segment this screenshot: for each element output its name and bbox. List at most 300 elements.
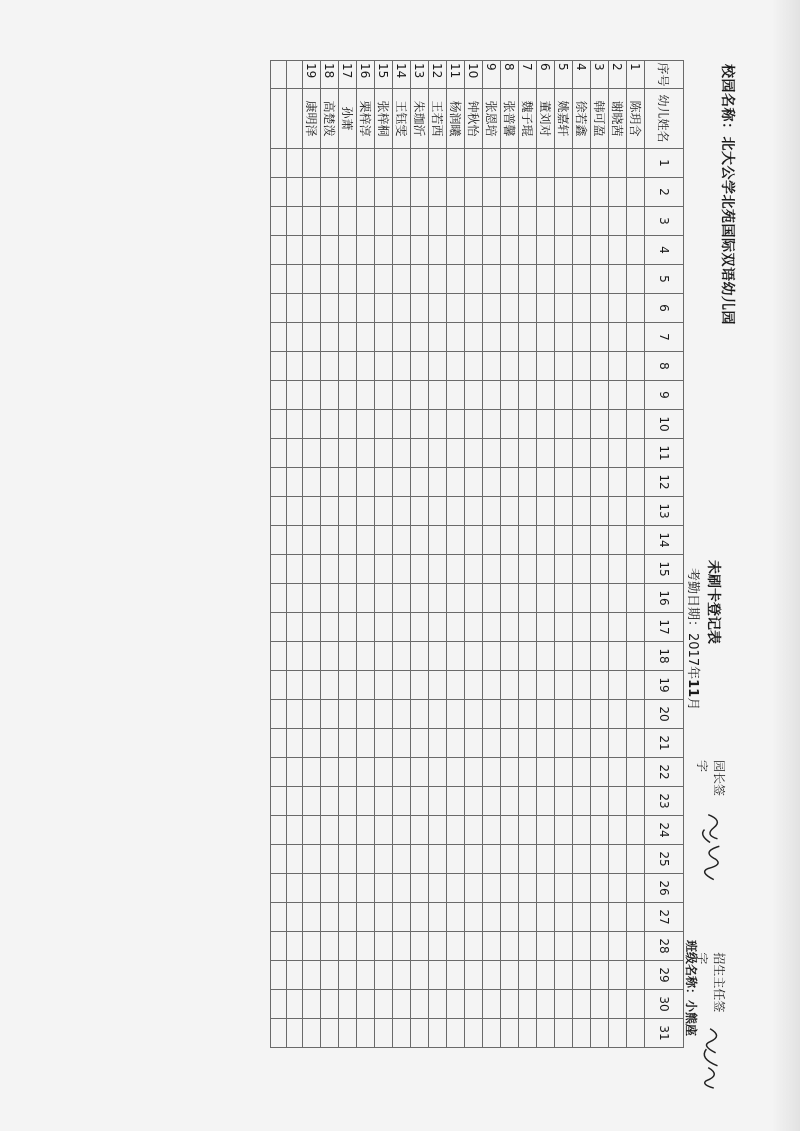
attendance-cell[interactable]	[357, 845, 375, 874]
attendance-cell[interactable]	[537, 613, 555, 642]
attendance-cell[interactable]	[447, 526, 465, 555]
attendance-cell[interactable]	[287, 149, 303, 178]
attendance-cell[interactable]	[555, 178, 573, 207]
attendance-cell[interactable]	[411, 758, 429, 787]
attendance-cell[interactable]	[465, 178, 483, 207]
attendance-cell[interactable]	[287, 439, 303, 468]
attendance-cell[interactable]	[271, 613, 287, 642]
attendance-cell[interactable]	[411, 236, 429, 265]
attendance-cell[interactable]	[303, 410, 321, 439]
attendance-cell[interactable]	[555, 439, 573, 468]
attendance-cell[interactable]	[501, 845, 519, 874]
attendance-cell[interactable]	[519, 787, 537, 816]
attendance-cell[interactable]	[483, 903, 501, 932]
attendance-cell[interactable]	[519, 700, 537, 729]
attendance-cell[interactable]	[555, 874, 573, 903]
attendance-cell[interactable]	[519, 932, 537, 961]
attendance-cell[interactable]	[573, 729, 591, 758]
attendance-cell[interactable]	[303, 439, 321, 468]
attendance-cell[interactable]	[287, 729, 303, 758]
attendance-cell[interactable]	[287, 932, 303, 961]
attendance-cell[interactable]	[537, 265, 555, 294]
attendance-cell[interactable]	[429, 932, 447, 961]
attendance-cell[interactable]	[447, 671, 465, 700]
attendance-cell[interactable]	[501, 787, 519, 816]
attendance-cell[interactable]	[357, 671, 375, 700]
attendance-cell[interactable]	[519, 903, 537, 932]
attendance-cell[interactable]	[429, 294, 447, 323]
attendance-cell[interactable]	[555, 294, 573, 323]
attendance-cell[interactable]	[483, 1019, 501, 1048]
attendance-cell[interactable]	[321, 352, 339, 381]
attendance-cell[interactable]	[537, 584, 555, 613]
attendance-cell[interactable]	[591, 903, 609, 932]
attendance-cell[interactable]	[609, 903, 627, 932]
attendance-cell[interactable]	[321, 555, 339, 584]
attendance-cell[interactable]	[537, 352, 555, 381]
attendance-cell[interactable]	[357, 207, 375, 236]
attendance-cell[interactable]	[627, 874, 645, 903]
attendance-cell[interactable]	[465, 294, 483, 323]
attendance-cell[interactable]	[465, 555, 483, 584]
attendance-cell[interactable]	[555, 381, 573, 410]
attendance-cell[interactable]	[357, 787, 375, 816]
attendance-cell[interactable]	[609, 468, 627, 497]
attendance-cell[interactable]	[483, 671, 501, 700]
attendance-cell[interactable]	[537, 439, 555, 468]
attendance-cell[interactable]	[429, 149, 447, 178]
attendance-cell[interactable]	[303, 874, 321, 903]
attendance-cell[interactable]	[609, 526, 627, 555]
attendance-cell[interactable]	[573, 526, 591, 555]
attendance-cell[interactable]	[609, 816, 627, 845]
attendance-cell[interactable]	[303, 381, 321, 410]
attendance-cell[interactable]	[321, 990, 339, 1019]
attendance-cell[interactable]	[627, 323, 645, 352]
attendance-cell[interactable]	[573, 178, 591, 207]
attendance-cell[interactable]	[375, 236, 393, 265]
attendance-cell[interactable]	[501, 352, 519, 381]
attendance-cell[interactable]	[339, 352, 357, 381]
attendance-cell[interactable]	[447, 729, 465, 758]
attendance-cell[interactable]	[321, 874, 339, 903]
attendance-cell[interactable]	[519, 845, 537, 874]
attendance-cell[interactable]	[555, 468, 573, 497]
attendance-cell[interactable]	[591, 990, 609, 1019]
attendance-cell[interactable]	[537, 207, 555, 236]
attendance-cell[interactable]	[537, 990, 555, 1019]
attendance-cell[interactable]	[627, 497, 645, 526]
attendance-cell[interactable]	[271, 468, 287, 497]
attendance-cell[interactable]	[303, 990, 321, 1019]
attendance-cell[interactable]	[375, 903, 393, 932]
attendance-cell[interactable]	[627, 294, 645, 323]
attendance-cell[interactable]	[609, 381, 627, 410]
attendance-cell[interactable]	[501, 323, 519, 352]
attendance-cell[interactable]	[411, 642, 429, 671]
attendance-cell[interactable]	[465, 584, 483, 613]
attendance-cell[interactable]	[429, 816, 447, 845]
attendance-cell[interactable]	[573, 990, 591, 1019]
attendance-cell[interactable]	[339, 874, 357, 903]
attendance-cell[interactable]	[519, 352, 537, 381]
attendance-cell[interactable]	[393, 961, 411, 990]
attendance-cell[interactable]	[519, 874, 537, 903]
attendance-cell[interactable]	[501, 381, 519, 410]
attendance-cell[interactable]	[303, 758, 321, 787]
attendance-cell[interactable]	[501, 149, 519, 178]
attendance-cell[interactable]	[627, 439, 645, 468]
attendance-cell[interactable]	[357, 178, 375, 207]
attendance-cell[interactable]	[465, 352, 483, 381]
attendance-cell[interactable]	[483, 236, 501, 265]
attendance-cell[interactable]	[465, 758, 483, 787]
attendance-cell[interactable]	[537, 961, 555, 990]
attendance-cell[interactable]	[609, 410, 627, 439]
attendance-cell[interactable]	[287, 410, 303, 439]
attendance-cell[interactable]	[519, 236, 537, 265]
attendance-cell[interactable]	[357, 903, 375, 932]
attendance-cell[interactable]	[303, 700, 321, 729]
attendance-cell[interactable]	[321, 294, 339, 323]
attendance-cell[interactable]	[609, 149, 627, 178]
attendance-cell[interactable]	[627, 207, 645, 236]
attendance-cell[interactable]	[609, 323, 627, 352]
attendance-cell[interactable]	[321, 845, 339, 874]
attendance-cell[interactable]	[357, 149, 375, 178]
attendance-cell[interactable]	[287, 265, 303, 294]
attendance-cell[interactable]	[537, 758, 555, 787]
attendance-cell[interactable]	[591, 439, 609, 468]
attendance-cell[interactable]	[393, 381, 411, 410]
attendance-cell[interactable]	[287, 236, 303, 265]
attendance-cell[interactable]	[287, 323, 303, 352]
attendance-cell[interactable]	[483, 932, 501, 961]
attendance-cell[interactable]	[303, 294, 321, 323]
attendance-cell[interactable]	[393, 700, 411, 729]
attendance-cell[interactable]	[375, 642, 393, 671]
attendance-cell[interactable]	[537, 671, 555, 700]
attendance-cell[interactable]	[287, 526, 303, 555]
attendance-cell[interactable]	[519, 381, 537, 410]
attendance-cell[interactable]	[321, 323, 339, 352]
attendance-cell[interactable]	[411, 903, 429, 932]
attendance-cell[interactable]	[393, 410, 411, 439]
attendance-cell[interactable]	[591, 642, 609, 671]
attendance-cell[interactable]	[321, 642, 339, 671]
attendance-cell[interactable]	[303, 207, 321, 236]
attendance-cell[interactable]	[393, 555, 411, 584]
attendance-cell[interactable]	[375, 526, 393, 555]
attendance-cell[interactable]	[501, 758, 519, 787]
attendance-cell[interactable]	[393, 265, 411, 294]
attendance-cell[interactable]	[465, 526, 483, 555]
attendance-cell[interactable]	[573, 149, 591, 178]
attendance-cell[interactable]	[465, 700, 483, 729]
attendance-cell[interactable]	[537, 149, 555, 178]
attendance-cell[interactable]	[555, 497, 573, 526]
attendance-cell[interactable]	[375, 323, 393, 352]
attendance-cell[interactable]	[321, 903, 339, 932]
attendance-cell[interactable]	[411, 1019, 429, 1048]
attendance-cell[interactable]	[591, 758, 609, 787]
attendance-cell[interactable]	[465, 468, 483, 497]
attendance-cell[interactable]	[465, 874, 483, 903]
attendance-cell[interactable]	[429, 584, 447, 613]
attendance-cell[interactable]	[447, 816, 465, 845]
attendance-cell[interactable]	[321, 178, 339, 207]
attendance-cell[interactable]	[573, 381, 591, 410]
attendance-cell[interactable]	[303, 845, 321, 874]
attendance-cell[interactable]	[537, 874, 555, 903]
attendance-cell[interactable]	[483, 294, 501, 323]
attendance-cell[interactable]	[321, 613, 339, 642]
attendance-cell[interactable]	[393, 294, 411, 323]
attendance-cell[interactable]	[321, 439, 339, 468]
attendance-cell[interactable]	[447, 613, 465, 642]
attendance-cell[interactable]	[483, 961, 501, 990]
attendance-cell[interactable]	[573, 352, 591, 381]
attendance-cell[interactable]	[447, 700, 465, 729]
attendance-cell[interactable]	[483, 555, 501, 584]
attendance-cell[interactable]	[429, 468, 447, 497]
attendance-cell[interactable]	[411, 729, 429, 758]
attendance-cell[interactable]	[271, 990, 287, 1019]
attendance-cell[interactable]	[519, 671, 537, 700]
attendance-cell[interactable]	[627, 642, 645, 671]
attendance-cell[interactable]	[339, 787, 357, 816]
attendance-cell[interactable]	[271, 671, 287, 700]
attendance-cell[interactable]	[573, 932, 591, 961]
attendance-cell[interactable]	[375, 816, 393, 845]
attendance-cell[interactable]	[321, 410, 339, 439]
attendance-cell[interactable]	[393, 990, 411, 1019]
attendance-cell[interactable]	[483, 526, 501, 555]
attendance-cell[interactable]	[357, 642, 375, 671]
attendance-cell[interactable]	[591, 932, 609, 961]
attendance-cell[interactable]	[501, 468, 519, 497]
attendance-cell[interactable]	[609, 787, 627, 816]
attendance-cell[interactable]	[339, 294, 357, 323]
attendance-cell[interactable]	[519, 526, 537, 555]
attendance-cell[interactable]	[483, 642, 501, 671]
attendance-cell[interactable]	[357, 555, 375, 584]
attendance-cell[interactable]	[375, 178, 393, 207]
attendance-cell[interactable]	[627, 1019, 645, 1048]
attendance-cell[interactable]	[393, 207, 411, 236]
attendance-cell[interactable]	[321, 729, 339, 758]
attendance-cell[interactable]	[465, 381, 483, 410]
attendance-cell[interactable]	[609, 613, 627, 642]
attendance-cell[interactable]	[287, 671, 303, 700]
attendance-cell[interactable]	[519, 265, 537, 294]
attendance-cell[interactable]	[321, 584, 339, 613]
attendance-cell[interactable]	[271, 381, 287, 410]
attendance-cell[interactable]	[321, 149, 339, 178]
attendance-cell[interactable]	[393, 787, 411, 816]
attendance-cell[interactable]	[447, 497, 465, 526]
attendance-cell[interactable]	[627, 903, 645, 932]
attendance-cell[interactable]	[483, 207, 501, 236]
attendance-cell[interactable]	[447, 961, 465, 990]
attendance-cell[interactable]	[411, 526, 429, 555]
attendance-cell[interactable]	[287, 497, 303, 526]
attendance-cell[interactable]	[357, 323, 375, 352]
attendance-cell[interactable]	[447, 932, 465, 961]
attendance-cell[interactable]	[357, 729, 375, 758]
attendance-cell[interactable]	[555, 323, 573, 352]
attendance-cell[interactable]	[339, 497, 357, 526]
attendance-cell[interactable]	[375, 729, 393, 758]
attendance-cell[interactable]	[303, 932, 321, 961]
attendance-cell[interactable]	[357, 758, 375, 787]
attendance-cell[interactable]	[271, 526, 287, 555]
attendance-cell[interactable]	[287, 468, 303, 497]
attendance-cell[interactable]	[339, 758, 357, 787]
attendance-cell[interactable]	[609, 642, 627, 671]
attendance-cell[interactable]	[339, 700, 357, 729]
attendance-cell[interactable]	[555, 1019, 573, 1048]
attendance-cell[interactable]	[287, 816, 303, 845]
attendance-cell[interactable]	[339, 207, 357, 236]
attendance-cell[interactable]	[321, 758, 339, 787]
attendance-cell[interactable]	[393, 149, 411, 178]
attendance-cell[interactable]	[393, 526, 411, 555]
attendance-cell[interactable]	[519, 729, 537, 758]
attendance-cell[interactable]	[447, 294, 465, 323]
attendance-cell[interactable]	[591, 1019, 609, 1048]
attendance-cell[interactable]	[555, 265, 573, 294]
attendance-cell[interactable]	[339, 236, 357, 265]
attendance-cell[interactable]	[537, 816, 555, 845]
attendance-cell[interactable]	[411, 874, 429, 903]
attendance-cell[interactable]	[555, 990, 573, 1019]
attendance-cell[interactable]	[519, 149, 537, 178]
attendance-cell[interactable]	[555, 671, 573, 700]
attendance-cell[interactable]	[519, 642, 537, 671]
attendance-cell[interactable]	[303, 323, 321, 352]
attendance-cell[interactable]	[375, 468, 393, 497]
attendance-cell[interactable]	[271, 729, 287, 758]
attendance-cell[interactable]	[627, 178, 645, 207]
attendance-cell[interactable]	[465, 990, 483, 1019]
attendance-cell[interactable]	[627, 526, 645, 555]
attendance-cell[interactable]	[339, 1019, 357, 1048]
attendance-cell[interactable]	[555, 613, 573, 642]
attendance-cell[interactable]	[411, 990, 429, 1019]
attendance-cell[interactable]	[501, 265, 519, 294]
attendance-cell[interactable]	[573, 207, 591, 236]
attendance-cell[interactable]	[627, 555, 645, 584]
attendance-cell[interactable]	[429, 961, 447, 990]
attendance-cell[interactable]	[321, 932, 339, 961]
attendance-cell[interactable]	[271, 642, 287, 671]
attendance-cell[interactable]	[537, 497, 555, 526]
attendance-cell[interactable]	[393, 584, 411, 613]
attendance-cell[interactable]	[303, 265, 321, 294]
attendance-cell[interactable]	[573, 439, 591, 468]
attendance-cell[interactable]	[483, 729, 501, 758]
attendance-cell[interactable]	[393, 729, 411, 758]
attendance-cell[interactable]	[429, 787, 447, 816]
attendance-cell[interactable]	[465, 729, 483, 758]
attendance-cell[interactable]	[271, 236, 287, 265]
attendance-cell[interactable]	[501, 961, 519, 990]
attendance-cell[interactable]	[411, 178, 429, 207]
attendance-cell[interactable]	[519, 961, 537, 990]
attendance-cell[interactable]	[591, 613, 609, 642]
attendance-cell[interactable]	[591, 178, 609, 207]
attendance-cell[interactable]	[555, 816, 573, 845]
attendance-cell[interactable]	[573, 468, 591, 497]
attendance-cell[interactable]	[573, 816, 591, 845]
attendance-cell[interactable]	[411, 845, 429, 874]
attendance-cell[interactable]	[465, 265, 483, 294]
attendance-cell[interactable]	[519, 555, 537, 584]
attendance-cell[interactable]	[411, 207, 429, 236]
attendance-cell[interactable]	[555, 584, 573, 613]
attendance-cell[interactable]	[321, 787, 339, 816]
attendance-cell[interactable]	[573, 555, 591, 584]
attendance-cell[interactable]	[447, 352, 465, 381]
attendance-cell[interactable]	[591, 381, 609, 410]
attendance-cell[interactable]	[375, 294, 393, 323]
attendance-cell[interactable]	[465, 903, 483, 932]
attendance-cell[interactable]	[411, 410, 429, 439]
attendance-cell[interactable]	[609, 729, 627, 758]
attendance-cell[interactable]	[429, 410, 447, 439]
attendance-cell[interactable]	[555, 207, 573, 236]
attendance-cell[interactable]	[375, 613, 393, 642]
attendance-cell[interactable]	[287, 874, 303, 903]
attendance-cell[interactable]	[627, 758, 645, 787]
attendance-cell[interactable]	[411, 381, 429, 410]
attendance-cell[interactable]	[321, 1019, 339, 1048]
attendance-cell[interactable]	[287, 758, 303, 787]
attendance-cell[interactable]	[555, 700, 573, 729]
attendance-cell[interactable]	[393, 613, 411, 642]
attendance-cell[interactable]	[609, 1019, 627, 1048]
attendance-cell[interactable]	[429, 265, 447, 294]
attendance-cell[interactable]	[321, 265, 339, 294]
attendance-cell[interactable]	[303, 149, 321, 178]
attendance-cell[interactable]	[429, 352, 447, 381]
attendance-cell[interactable]	[271, 149, 287, 178]
attendance-cell[interactable]	[501, 236, 519, 265]
attendance-cell[interactable]	[271, 497, 287, 526]
attendance-cell[interactable]	[339, 410, 357, 439]
attendance-cell[interactable]	[429, 874, 447, 903]
attendance-cell[interactable]	[303, 1019, 321, 1048]
attendance-cell[interactable]	[411, 265, 429, 294]
attendance-cell[interactable]	[627, 990, 645, 1019]
attendance-cell[interactable]	[627, 352, 645, 381]
attendance-cell[interactable]	[573, 903, 591, 932]
attendance-cell[interactable]	[591, 729, 609, 758]
attendance-cell[interactable]	[591, 323, 609, 352]
attendance-cell[interactable]	[609, 932, 627, 961]
attendance-cell[interactable]	[537, 1019, 555, 1048]
attendance-cell[interactable]	[287, 584, 303, 613]
attendance-cell[interactable]	[357, 236, 375, 265]
attendance-cell[interactable]	[627, 468, 645, 497]
attendance-cell[interactable]	[591, 497, 609, 526]
attendance-cell[interactable]	[573, 700, 591, 729]
attendance-cell[interactable]	[573, 584, 591, 613]
attendance-cell[interactable]	[501, 613, 519, 642]
attendance-cell[interactable]	[339, 149, 357, 178]
attendance-cell[interactable]	[375, 584, 393, 613]
